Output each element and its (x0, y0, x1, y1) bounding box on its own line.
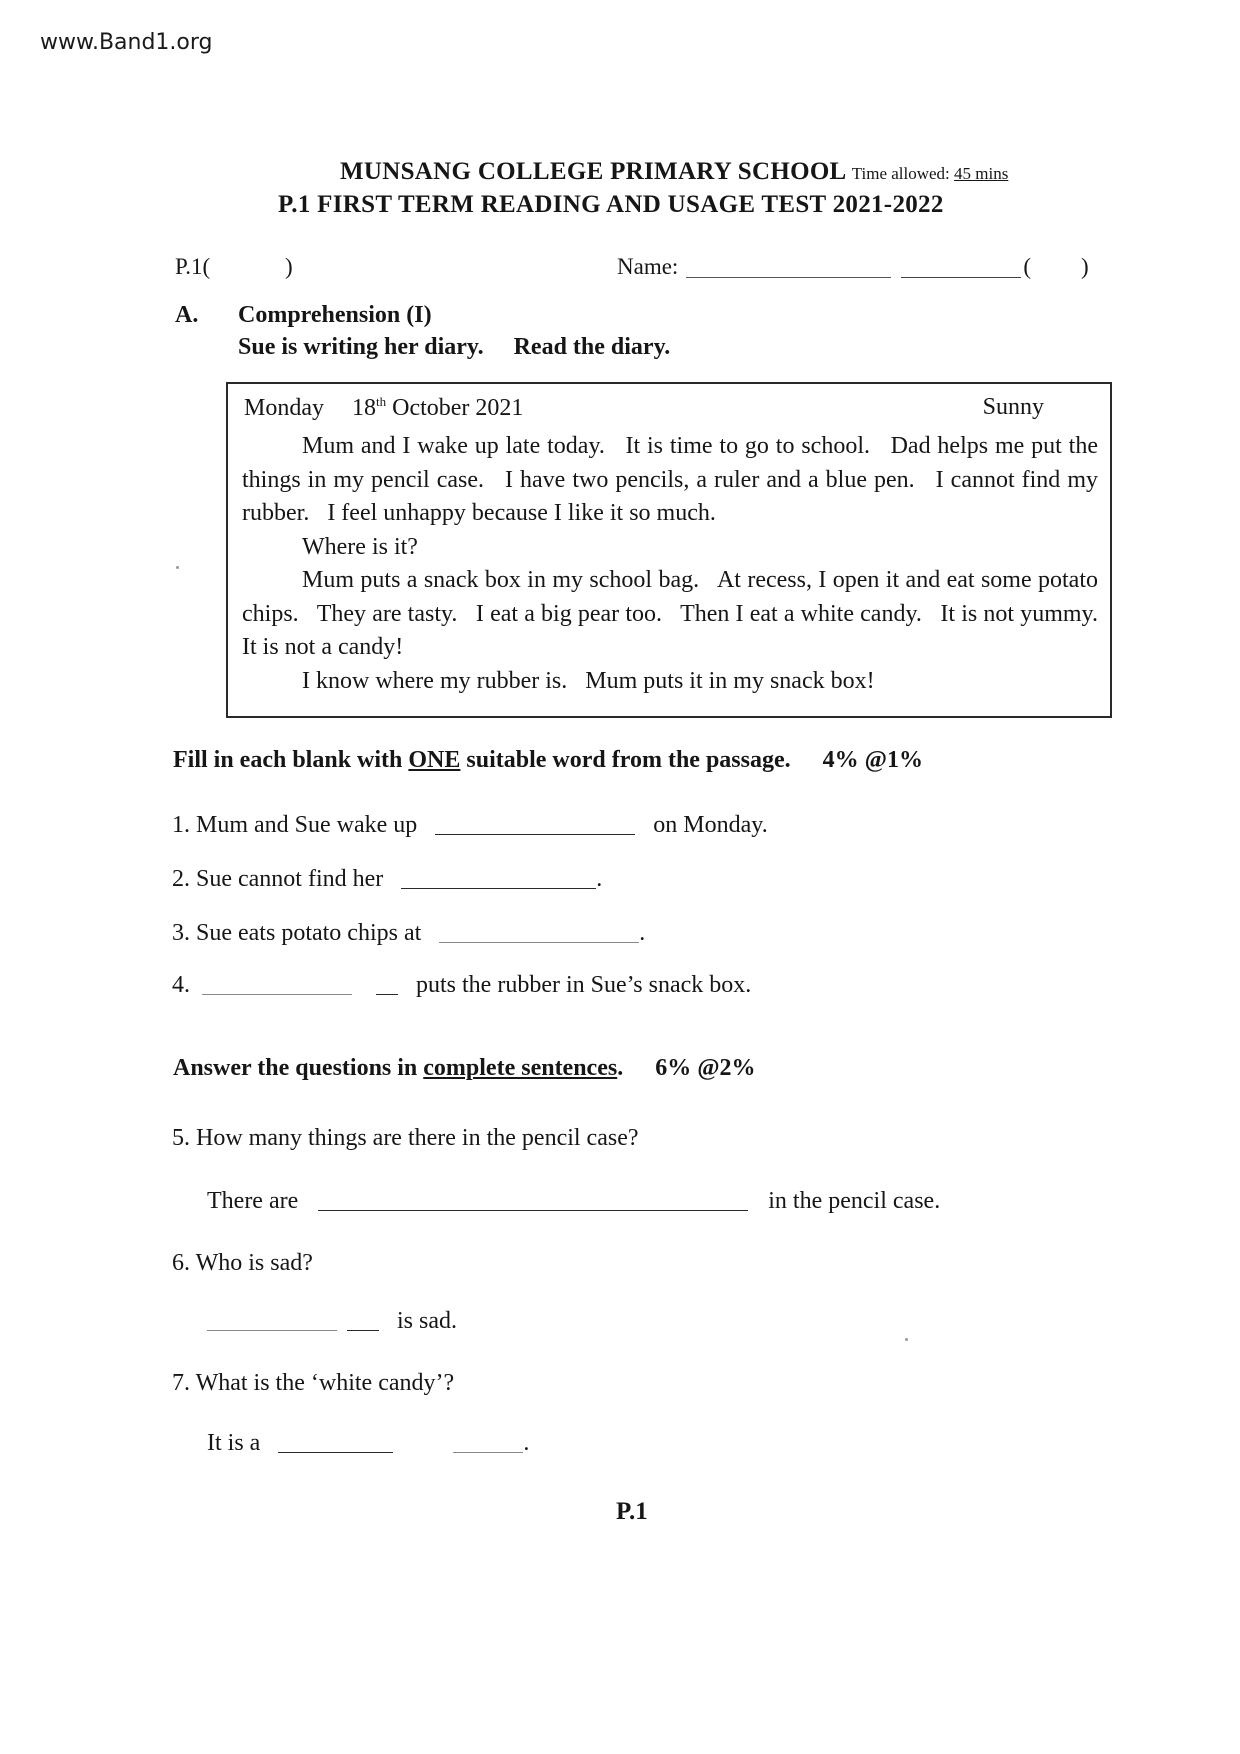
question-text: Mum and Sue wake up (196, 812, 418, 838)
diary-date-day: 18 (352, 395, 376, 421)
question-text: How many things are there in the pencil case? (196, 1125, 639, 1151)
answer-blank[interactable] (439, 941, 639, 943)
answer-blank[interactable] (202, 993, 352, 995)
answer-7 (207, 1430, 529, 1457)
diary-paragraph: I know where my rubber is. Mum puts it in my snack box! (302, 667, 875, 694)
diary-date-rest: October 2021 (392, 395, 524, 421)
fill-in-instruction (173, 747, 923, 774)
fill-instruction-before: Fill in each blank with (173, 747, 403, 773)
question-number: 4. (172, 972, 190, 998)
name-blank-first[interactable] (686, 277, 891, 278)
class-field (175, 254, 293, 280)
question-number: 2. (172, 866, 190, 892)
question-6 (172, 1250, 313, 1277)
sentences-instruction-before: Answer the questions in (173, 1055, 418, 1081)
answer-blank[interactable] (207, 1329, 337, 1331)
scan-speck (176, 566, 179, 569)
question-text-after: puts the rubber in Sue’s snack box. (416, 972, 752, 998)
diary-paragraph: Mum puts a snack box in my school bag. At recess, I open it and eat some potato chips. They are tasty. I eat a big pear too. Then I eat a white candy. It is not yummy. It is not a candy! (242, 567, 1116, 660)
name-label: Name: (617, 254, 679, 279)
class-number-open: ( (1023, 254, 1031, 279)
answer-blank[interactable] (401, 887, 596, 889)
question-text: Sue cannot find her (196, 866, 384, 892)
answer-6 (207, 1308, 457, 1335)
class-number-field[interactable] (1023, 254, 1088, 279)
answer-suffix: . (523, 1430, 530, 1456)
question-7 (172, 1370, 454, 1397)
watermark-url: www.Band1.org (40, 30, 213, 55)
sentences-marks: 6% @2% (655, 1055, 756, 1081)
answer-blank-end[interactable] (453, 1451, 523, 1453)
question-text: Who is sad? (195, 1250, 313, 1276)
section-letter: A. (175, 302, 199, 328)
answer-prefix: There are (207, 1188, 299, 1214)
answer-blank-end[interactable] (347, 1329, 379, 1331)
question-2 (172, 866, 602, 893)
fill-instruction-after: suitable word from the passage. (466, 747, 791, 773)
answer-blank-end[interactable] (376, 993, 398, 995)
question-text: What is the ‘white candy’? (195, 1370, 455, 1396)
section-title: Comprehension (I) (238, 302, 432, 328)
question-text-after: . (639, 920, 646, 946)
answer-blank[interactable] (278, 1451, 393, 1453)
time-allowed-value: 45 mins (954, 164, 1009, 183)
diary-weather: Sunny (982, 394, 1044, 420)
question-5 (172, 1125, 639, 1152)
question-text-after: on Monday. (653, 812, 768, 838)
fill-marks: 4% @1% (822, 747, 923, 773)
question-number: 3. (172, 920, 190, 946)
question-text: Sue eats potato chips at (196, 920, 422, 946)
name-field (617, 254, 1089, 280)
diary-date-suffix: th (376, 394, 387, 409)
answer-5 (207, 1188, 940, 1215)
answer-suffix: in the pencil case. (768, 1188, 941, 1214)
section-instruction (238, 334, 670, 361)
class-number-close: ) (1080, 254, 1089, 279)
question-1 (172, 812, 768, 839)
section-instruction-2: Read the diary. (513, 334, 671, 360)
sentences-instruction-after: . (617, 1055, 624, 1081)
diary-paragraph: Where is it? (302, 533, 418, 560)
school-name-line (340, 158, 1008, 186)
time-allowed-label: Time allowed: (851, 164, 950, 183)
question-number: 5. (172, 1125, 190, 1151)
school-name: MUNSANG COLLEGE PRIMARY SCHOOL (340, 158, 846, 185)
question-number: 7. (172, 1370, 190, 1396)
class-close-paren: ) (285, 254, 293, 279)
sentences-instruction (173, 1055, 756, 1082)
diary-text (242, 430, 1116, 698)
question-number: 1. (172, 812, 190, 838)
question-4 (172, 972, 751, 999)
question-text-after: . (596, 866, 603, 892)
question-3 (172, 920, 645, 947)
answer-suffix: is sad. (397, 1308, 457, 1334)
question-number: 6. (172, 1250, 190, 1276)
fill-instruction-underlined: ONE (408, 747, 461, 773)
answer-blank[interactable] (435, 833, 635, 835)
answer-blank[interactable] (318, 1209, 748, 1211)
diary-box (226, 382, 1116, 718)
diary-day: Monday (244, 395, 324, 421)
class-label: P.1( (175, 254, 211, 279)
time-allowed (852, 164, 1009, 183)
test-title: P.1 FIRST TERM READING AND USAGE TEST 2021-2022 (278, 191, 944, 218)
diary-date (244, 394, 523, 422)
answer-prefix: It is a (207, 1430, 261, 1456)
page-number: P.1 (616, 1498, 648, 1525)
name-blank-second[interactable] (901, 277, 1021, 278)
section-instruction-1: Sue is writing her diary. (238, 334, 484, 360)
scan-speck (905, 1338, 908, 1341)
sentences-instruction-underlined: complete sentences (423, 1055, 618, 1081)
diary-paragraph: Mum and I wake up late today. It is time to go to school. Dad helps me put the things in my pencil case. I have two pencils, a ruler and a blue pen. I cannot find my rubber. I feel unhappy because I like it so much. (242, 433, 1104, 526)
